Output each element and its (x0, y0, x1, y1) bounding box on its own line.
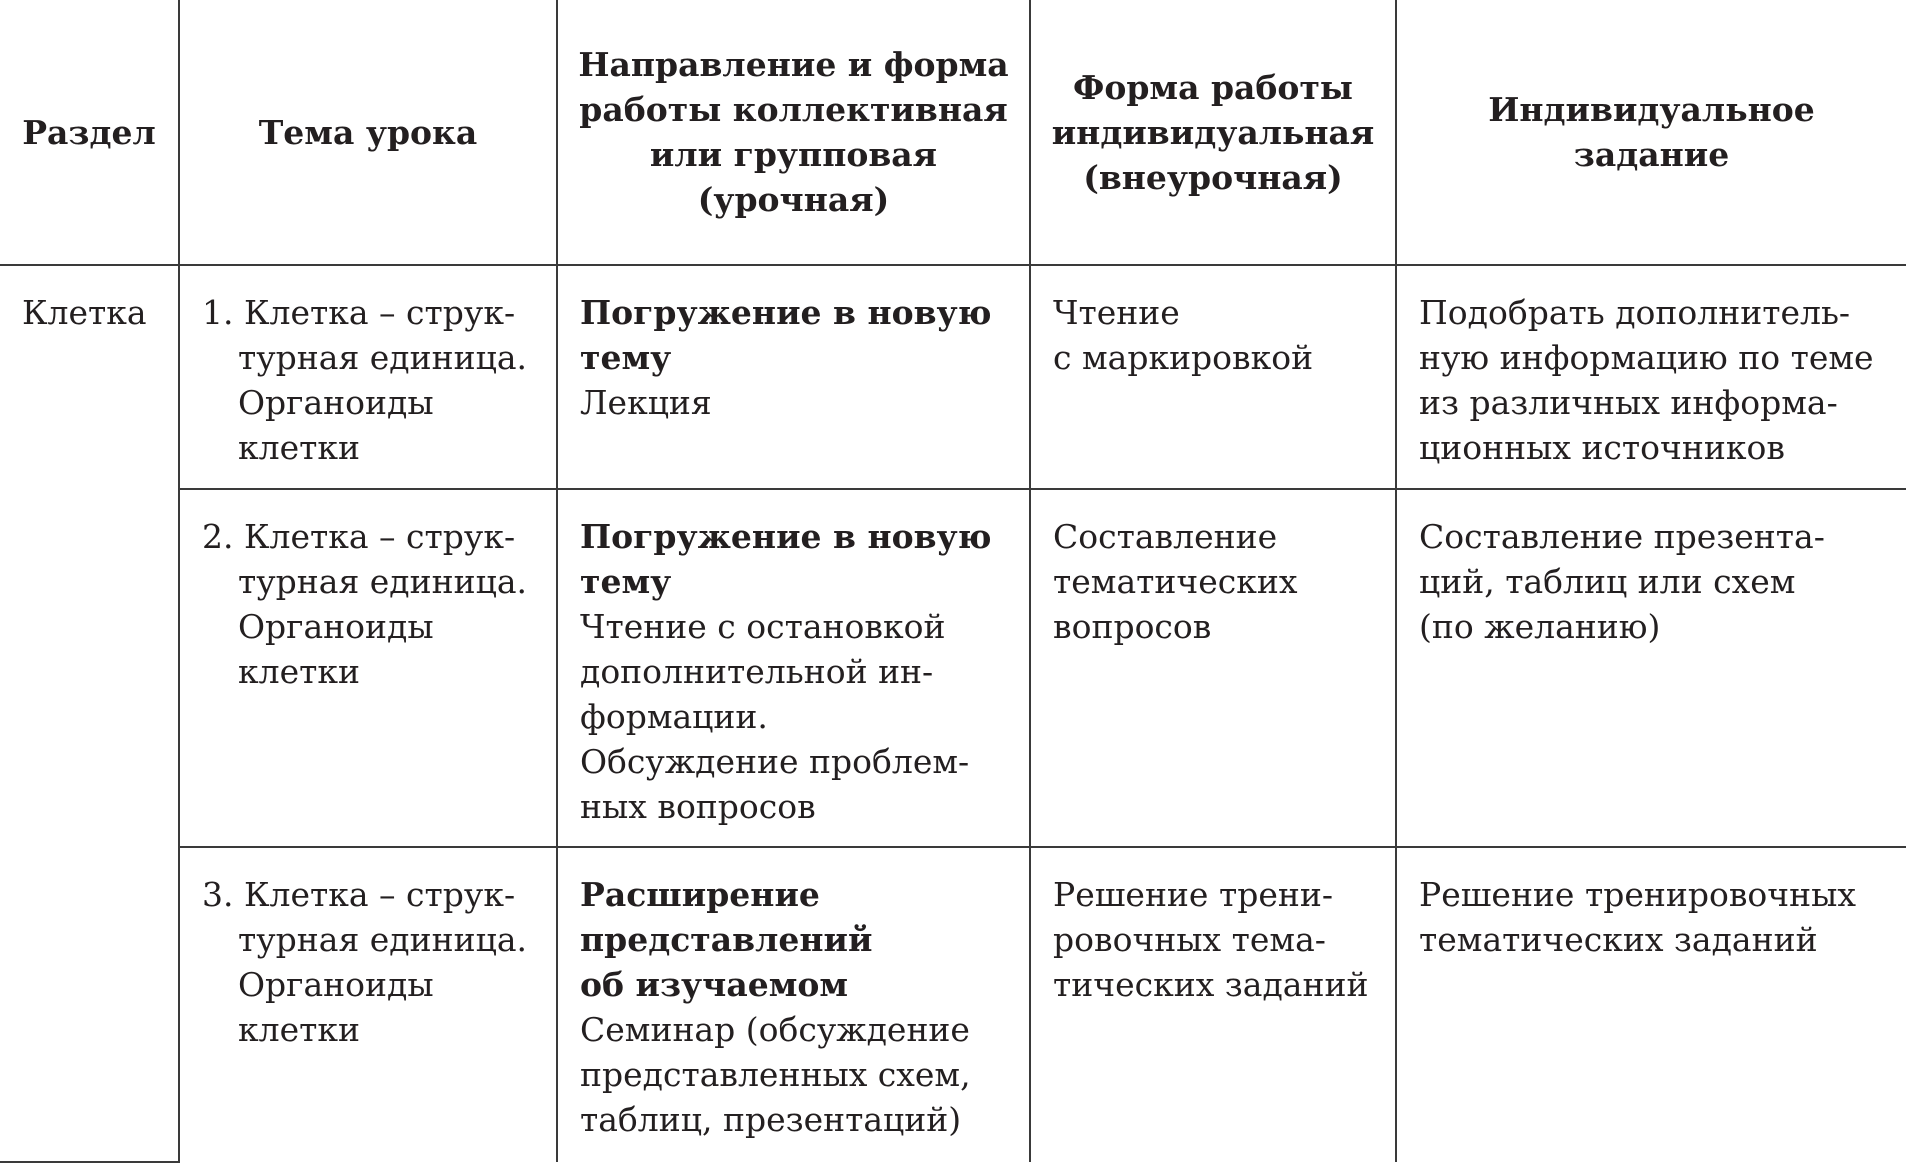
table-row (0, 847, 1906, 1162)
bold-text-line: тему (580, 562, 672, 601)
bold-text-line: Расширение (580, 875, 820, 914)
text-line: Решение тренировочных (1419, 875, 1856, 914)
header-direction (557, 0, 1030, 265)
text-line: клетки (238, 1010, 360, 1049)
text-line: Чтение (1053, 293, 1180, 332)
topic-cell (179, 265, 557, 489)
text-line: ных вопросов (580, 787, 816, 826)
direction-cell (557, 489, 1030, 847)
text-line: турная единица. (238, 562, 527, 601)
header-topic (179, 0, 557, 265)
individual-task-cell (1396, 847, 1906, 1162)
individual-form-cell (1030, 489, 1396, 847)
text-line: Органоиды (238, 607, 434, 646)
text-line: Составление презента- (1419, 517, 1825, 556)
bold-text-line: представлений (580, 920, 873, 959)
text-line: Направление и форма (578, 45, 1009, 84)
text-line: клетки (238, 428, 360, 467)
text-line: таблиц, презентаций) (580, 1100, 962, 1139)
text-line: клетки (238, 652, 360, 691)
direction-cell (557, 847, 1030, 1162)
text-line: Раздел (22, 112, 156, 152)
text-line: ную информацию по теме (1419, 338, 1874, 377)
text-line: тических заданий (1053, 965, 1369, 1004)
text-line: работы коллективная (579, 90, 1008, 129)
text-line: (по желанию) (1419, 607, 1661, 646)
text-line: формации. (580, 697, 768, 736)
text-line: Чтение с остановкой (580, 607, 946, 646)
individual-form-cell (1030, 847, 1396, 1162)
topic-cell (179, 847, 557, 1162)
section-label: Клетка (22, 293, 147, 332)
text-line: дополнительной ин- (580, 652, 934, 691)
text-line: Индивидуальное (1488, 90, 1815, 129)
header-individual-form (1030, 0, 1396, 265)
text-line: 1. Клетка – струк- (202, 293, 516, 332)
text-line: Составление (1053, 517, 1278, 556)
section-cell (0, 265, 179, 1162)
table-row (0, 489, 1906, 847)
bold-text-line: тему (580, 338, 672, 377)
text-line: ционных источников (1419, 428, 1785, 467)
text-line: из различных информа- (1419, 383, 1838, 422)
text-line: задание (1573, 135, 1730, 174)
text-line: Органоиды (238, 965, 434, 1004)
text-line: Обсуждение проблем- (580, 742, 970, 781)
text-line: Решение трени- (1053, 875, 1334, 914)
text-line: тематических (1053, 562, 1298, 601)
individual-task-cell (1396, 265, 1906, 489)
text-line: ровочных тема- (1053, 920, 1326, 959)
topic-cell (179, 489, 557, 847)
text-line: (урочная) (697, 180, 890, 219)
bold-text-line: Погружение в новую (580, 517, 992, 556)
text-line: турная единица. (238, 920, 527, 959)
text-line: 3. Клетка – струк- (202, 875, 516, 914)
bold-text-line: Погружение в новую (580, 293, 992, 332)
text-line: Семинар (обсуждение (580, 1010, 970, 1049)
text-line: ций, таблиц или схем (1419, 562, 1796, 601)
text-line: с маркировкой (1053, 338, 1314, 377)
individual-task-cell (1396, 489, 1906, 847)
table-row (0, 265, 1906, 489)
text-line: индивидуальная (1051, 112, 1375, 152)
text-line: представленных схем, (580, 1055, 971, 1094)
text-line: тематических заданий (1419, 920, 1818, 959)
header-section (0, 0, 179, 265)
text-line: Подобрать дополнитель- (1419, 293, 1851, 332)
header-individual-task (1396, 0, 1906, 265)
text-line: 2. Клетка – струк- (202, 517, 516, 556)
direction-cell (557, 265, 1030, 489)
bold-text-line: об изучаемом (580, 965, 849, 1004)
text-line: (внеурочная) (1083, 157, 1343, 197)
text-line: Органоиды (238, 383, 434, 422)
text-line: Лекция (580, 383, 712, 422)
header-row (0, 0, 1906, 265)
text-line: турная единица. (238, 338, 527, 377)
text-line: Форма работы (1073, 67, 1353, 107)
text-line: Тема урока (258, 112, 478, 152)
individual-form-cell (1030, 265, 1396, 489)
text-line: вопросов (1053, 607, 1212, 646)
text-line: или групповая (649, 135, 938, 174)
